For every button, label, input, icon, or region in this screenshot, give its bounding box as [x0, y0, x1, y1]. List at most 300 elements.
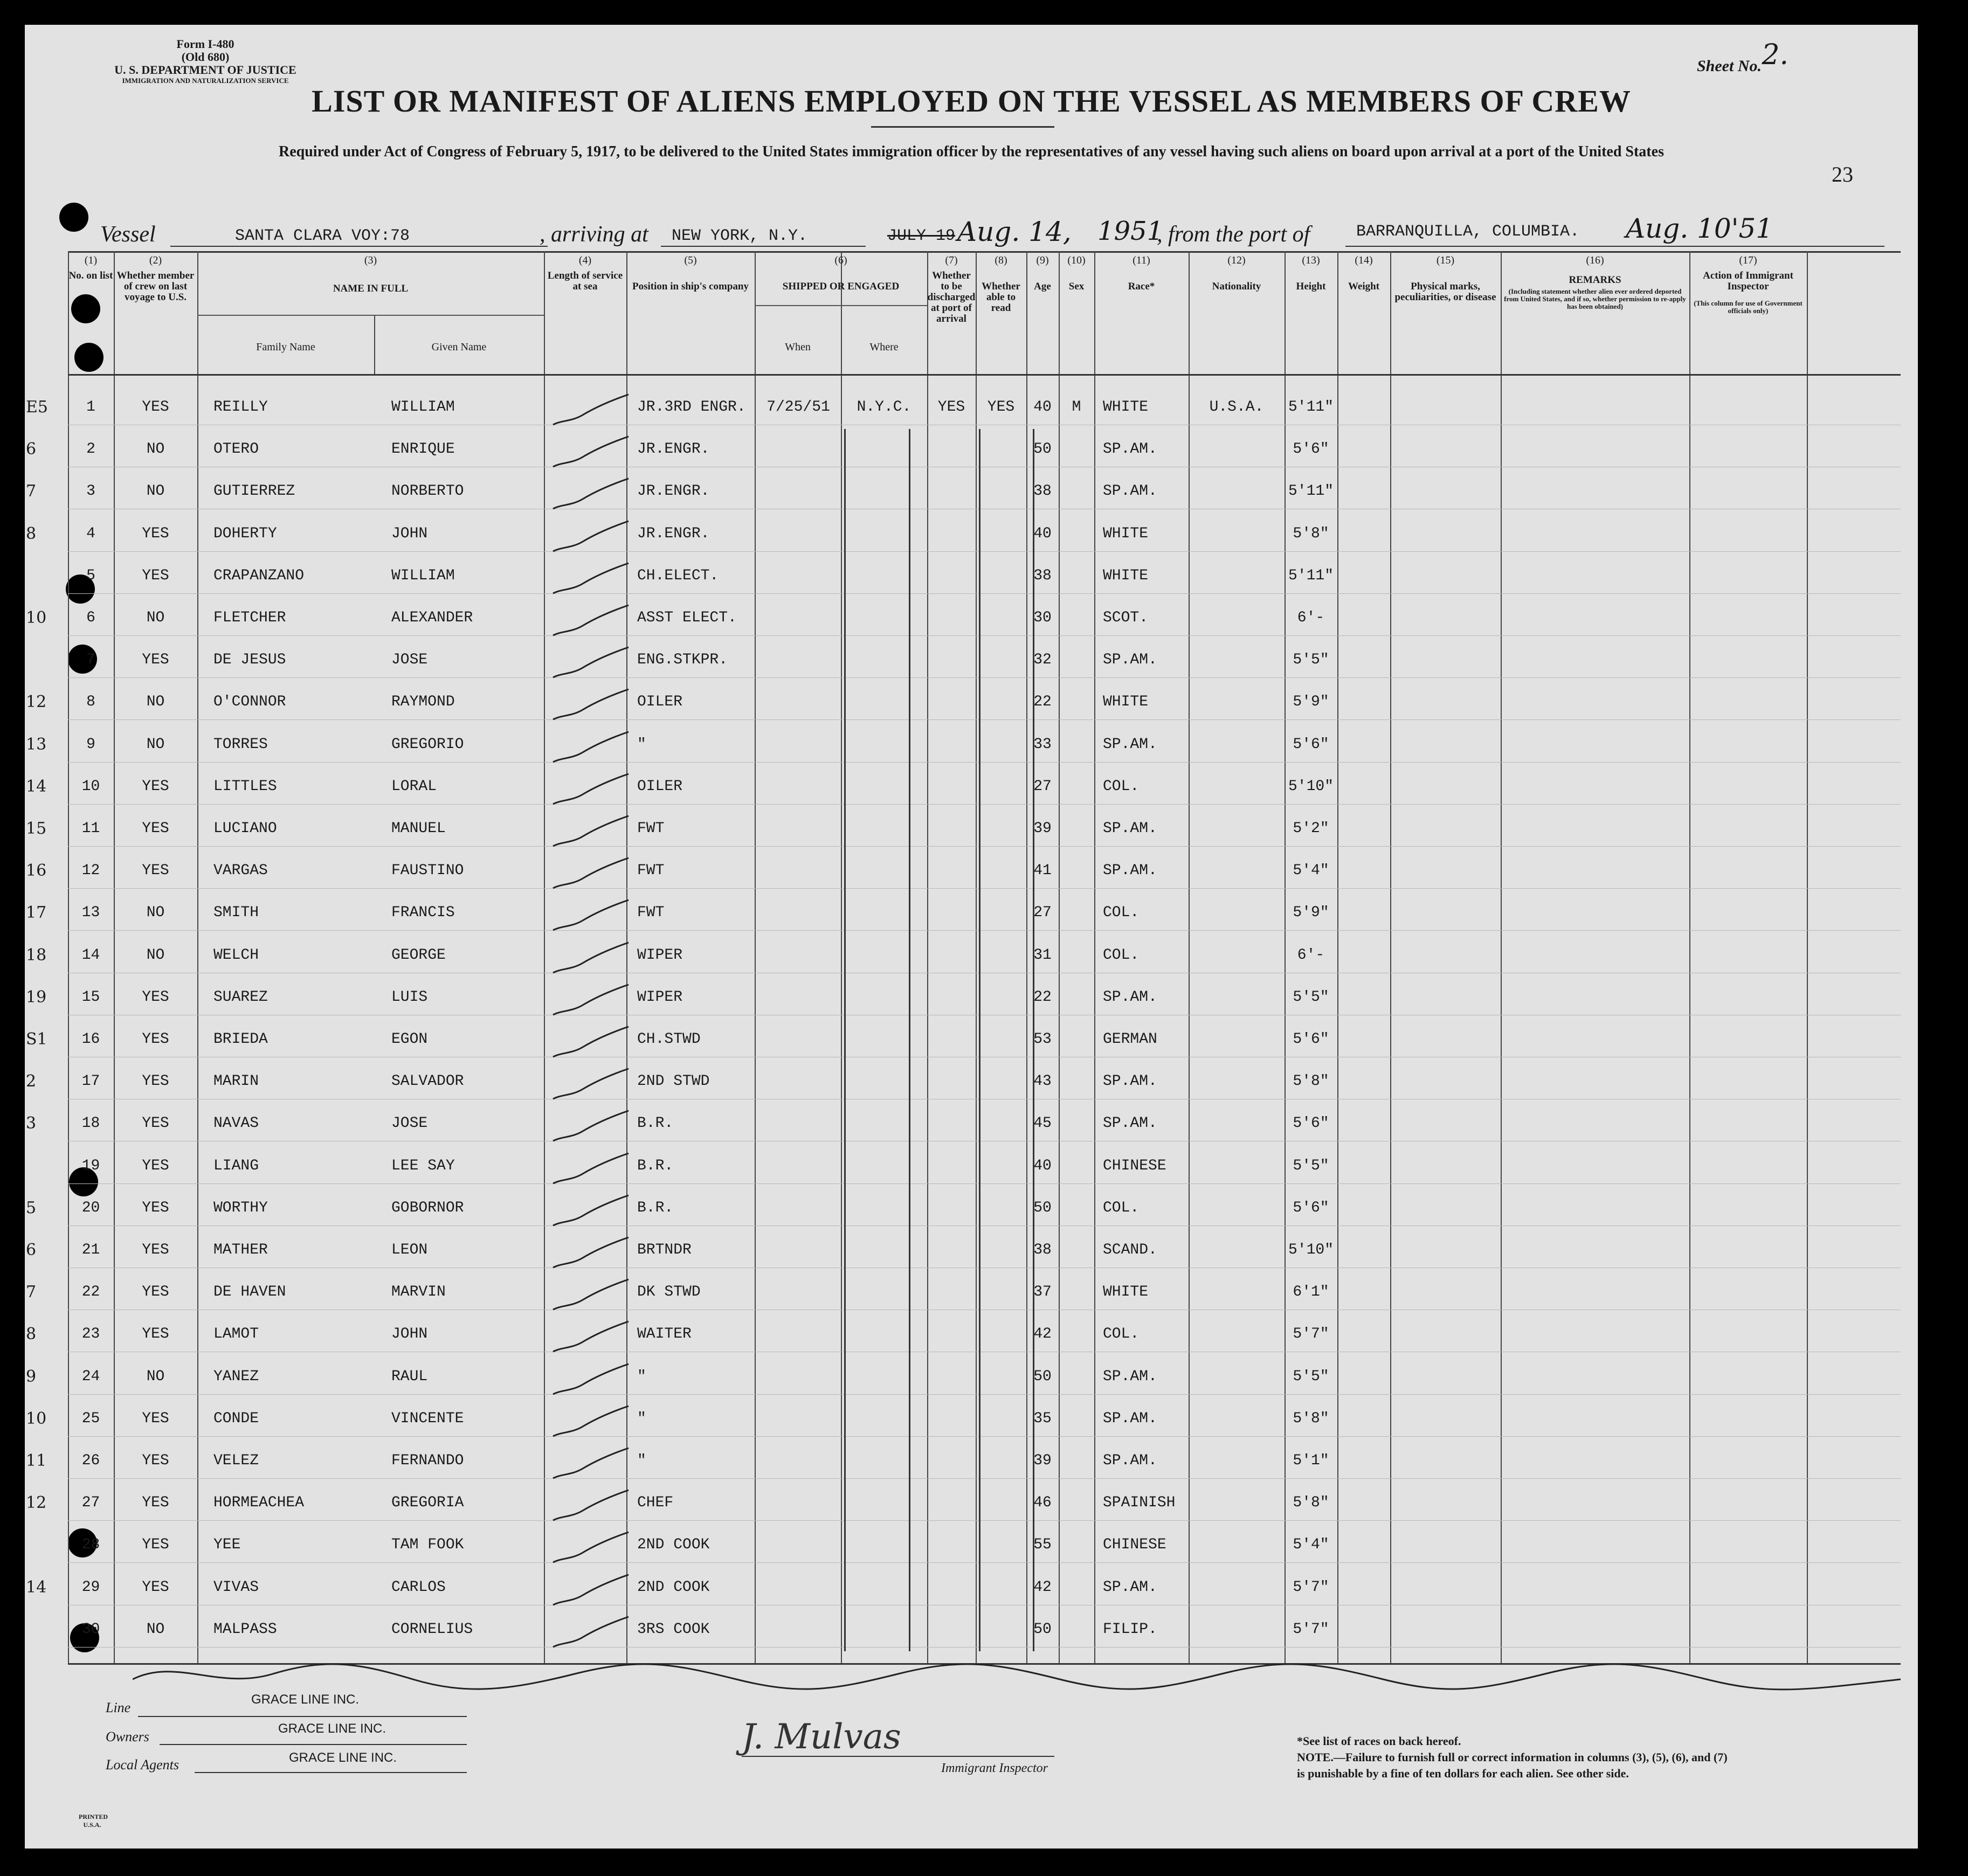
row-age: 32: [1033, 652, 1052, 669]
row-number: 15: [81, 988, 100, 1006]
row-position: 2ND STWD: [637, 1073, 710, 1090]
table-row: [68, 1361, 1901, 1403]
row-given-name: NORBERTO: [391, 483, 464, 500]
agents-value: GRACE LINE INC.: [289, 1750, 397, 1765]
penalty-note: NOTE.—Failure to furnish full or correct information in columns (3), (5), (6), and (7) is punishable by a fine of ten dollars for each alien. See other side.: [1297, 1750, 1728, 1780]
row-height: 5'7": [1293, 1579, 1329, 1596]
row-given-name: VINCENTE: [391, 1410, 464, 1427]
row-given-name: JOSE: [391, 652, 428, 669]
row-height: 5'2": [1293, 820, 1329, 837]
row-crew-last-voyage: YES: [142, 1410, 169, 1427]
row-given-name: WILLIAM: [391, 567, 455, 584]
row-crew-last-voyage: NO: [146, 441, 165, 458]
row-crew-last-voyage: YES: [142, 988, 169, 1006]
row-family-name: OTERO: [213, 441, 259, 458]
row-family-name: WORTHY: [213, 1199, 268, 1216]
row-height: 5'6": [1293, 1199, 1329, 1216]
row-height: 5'11": [1288, 567, 1334, 584]
row-age: 22: [1033, 988, 1052, 1006]
column-header-age: Age: [1034, 281, 1051, 292]
service-check-mark: [550, 1405, 631, 1443]
table-row: [68, 813, 1901, 855]
margin-line-number: 15: [26, 819, 47, 838]
column-number: (13): [1302, 254, 1320, 266]
struck-date: JULY 19: [887, 227, 956, 245]
row-family-name: GUTIERREZ: [213, 483, 295, 500]
row-position: FWT: [637, 904, 665, 922]
row-family-name: HORMEACHEA: [213, 1494, 305, 1512]
row-given-name: JOHN: [391, 525, 428, 542]
row-family-name: DE JESUS: [213, 652, 286, 669]
row-given-name: ENRIQUE: [391, 441, 455, 458]
column-header-family-name: Family Name: [256, 341, 315, 353]
row-race: SP.AM.: [1103, 736, 1157, 753]
row-race: COL.: [1103, 778, 1140, 795]
row-family-name: NAVAS: [213, 1115, 259, 1132]
row-number: 26: [81, 1452, 100, 1469]
row-age: 40: [1033, 525, 1052, 542]
row-crew-last-voyage: YES: [142, 1452, 169, 1469]
row-given-name: ALEXANDER: [391, 610, 473, 626]
row-age: 27: [1033, 778, 1052, 795]
row-position: B.R.: [637, 1199, 674, 1216]
row-height: 5'6": [1293, 736, 1329, 753]
margin-line-number: 17: [26, 903, 47, 923]
row-height: 5'9": [1293, 904, 1329, 922]
margin-line-number: 9: [26, 1367, 37, 1386]
row-crew-last-voyage: YES: [142, 1073, 169, 1090]
agents-label: Local Agents: [106, 1757, 179, 1773]
department-name: U. S. DEPARTMENT OF JUSTICE: [114, 63, 296, 77]
column-number: (17): [1739, 254, 1757, 266]
row-race: SP.AM.: [1103, 820, 1157, 837]
column-header-name: NAME IN FULL: [333, 283, 409, 294]
row-age: 42: [1033, 1579, 1052, 1596]
service-check-mark: [550, 1068, 631, 1105]
departure-port: BARRANQUILLA, COLUMBIA.: [1356, 223, 1580, 241]
row-number: 24: [81, 1368, 100, 1385]
column-header-weight: Weight: [1348, 281, 1380, 292]
row-age: 42: [1033, 1326, 1052, 1343]
row-number: 18: [81, 1115, 100, 1132]
row-number: 4: [86, 525, 95, 542]
manifest-sheet: [25, 25, 1918, 1849]
line-underline: [138, 1716, 467, 1717]
service-check-mark: [550, 520, 631, 558]
table-row: [68, 939, 1901, 981]
row-family-name: YANEZ: [213, 1368, 259, 1385]
row-number: 28: [81, 1536, 100, 1554]
table-top-rule: [68, 251, 1901, 253]
margin-line-number: 11: [26, 1451, 47, 1470]
arriving-underline: [661, 246, 866, 247]
row-position: DK STWD: [637, 1284, 701, 1301]
column-header-race: Race*: [1128, 281, 1155, 292]
row-given-name: MARVIN: [391, 1284, 446, 1301]
table-row: [68, 855, 1901, 897]
service-check-mark: [550, 646, 631, 684]
row-height: 5'7": [1293, 1621, 1329, 1638]
row-family-name: CONDE: [213, 1410, 259, 1427]
service-check-mark: [550, 857, 631, 895]
margin-line-number: 3: [26, 1114, 37, 1133]
arrival-year: 1951: [1097, 216, 1164, 246]
column-header-where: Where: [869, 341, 899, 353]
row-race: WHITE: [1103, 694, 1149, 711]
row-position: ENG.STKPR.: [637, 652, 728, 669]
row-height: 5'5": [1293, 988, 1329, 1006]
column-number: (12): [1227, 254, 1246, 266]
ditto-stroke: [909, 429, 910, 1651]
line-value: GRACE LINE INC.: [251, 1692, 360, 1707]
closing-wave-line: [133, 1658, 1911, 1701]
sheet-no-value: 2.: [1762, 39, 1789, 71]
row-race: SCOT.: [1103, 610, 1149, 626]
service-name: IMMIGRATION AND NATURALIZATION SERVICE: [122, 77, 289, 85]
row-family-name: LAMOT: [213, 1326, 259, 1343]
row-height: 5'6": [1293, 441, 1329, 458]
row-given-name: SALVADOR: [391, 1073, 464, 1090]
row-crew-last-voyage: YES: [142, 1242, 169, 1258]
row-race: COL.: [1103, 904, 1140, 922]
row-sex: M: [1072, 399, 1081, 416]
row-crew-last-voyage: NO: [146, 1621, 165, 1638]
row-crew-last-voyage: NO: [146, 694, 165, 711]
column-header-position: Position in ship's company: [632, 281, 749, 292]
margin-line-number: 8: [26, 1325, 37, 1344]
row-height: 5'4": [1293, 862, 1329, 880]
page-number: 23: [1832, 162, 1853, 186]
row-height: 5'8": [1293, 1073, 1329, 1090]
row-position: WAITER: [637, 1326, 692, 1343]
table-row: [68, 1234, 1901, 1276]
row-given-name: FRANCIS: [391, 904, 455, 922]
row-family-name: DOHERTY: [213, 525, 277, 542]
service-check-mark: [550, 984, 631, 1021]
row-age: 33: [1033, 736, 1052, 753]
row-crew-last-voyage: YES: [142, 525, 169, 542]
row-height: 5'6": [1293, 1031, 1329, 1048]
document-title: LIST OR MANIFEST OF ALIENS EMPLOYED ON THE VESSEL AS MEMBERS OF CREW: [312, 84, 1631, 119]
service-check-mark: [550, 1574, 631, 1611]
row-number: 5: [86, 567, 95, 584]
row-number: 27: [81, 1494, 100, 1512]
row-family-name: SUAREZ: [213, 988, 268, 1006]
row-age: 38: [1033, 483, 1052, 500]
margin-line-number: 13: [26, 735, 47, 754]
owners-value: GRACE LINE INC.: [278, 1721, 386, 1736]
service-check-mark: [550, 942, 631, 979]
arriving-port: NEW YORK, N.Y.: [672, 227, 808, 245]
row-position: WIPER: [637, 988, 683, 1006]
column-header-physical-marks: Physical marks, peculiarities, or disease: [1394, 281, 1496, 303]
row-number: 14: [81, 946, 100, 964]
margin-line-number: 12: [26, 1493, 47, 1513]
row-position: ASST ELECT.: [637, 610, 737, 626]
row-age: 55: [1033, 1536, 1052, 1554]
arrival-date: Aug. 14,: [957, 216, 1072, 247]
row-number: 23: [81, 1326, 100, 1343]
row-race: WHITE: [1103, 525, 1149, 542]
row-age: 30: [1033, 610, 1052, 626]
row-age: 31: [1033, 946, 1052, 964]
row-given-name: MANUEL: [391, 820, 446, 837]
row-height: 5'8": [1293, 525, 1329, 542]
row-crew-last-voyage: NO: [146, 610, 165, 626]
row-race: CHINESE: [1103, 1157, 1166, 1174]
row-race: WHITE: [1103, 567, 1149, 584]
row-given-name: JOSE: [391, 1115, 428, 1132]
table-row: [68, 602, 1901, 644]
row-height: 5'6": [1293, 1115, 1329, 1132]
document-subtitle: Required under Act of Congress of February 5, 1917, to be delivered to the United States immigration officer by the representatives of any vessel having such aliens on board upon arrival at a port of the United States: [279, 143, 1664, 160]
table-row: [68, 391, 1901, 433]
row-position: CH.STWD: [637, 1031, 701, 1048]
row-family-name: O'CONNOR: [213, 694, 286, 711]
row-number: 2: [86, 441, 95, 458]
row-family-name: TORRES: [213, 736, 268, 753]
row-discharge: YES: [937, 399, 965, 416]
margin-line-number: 7: [26, 482, 37, 501]
row-given-name: GEORGE: [391, 946, 446, 964]
margin-line-number: 12: [26, 693, 47, 712]
column-header-shipped: SHIPPED OR ENGAGED: [782, 281, 900, 292]
vessel-name: SANTA CLARA VOY:78: [235, 227, 410, 245]
row-crew-last-voyage: YES: [142, 1115, 169, 1132]
service-check-mark: [550, 1236, 631, 1274]
table-row: [68, 729, 1901, 771]
margin-line-number: 10: [26, 1409, 47, 1428]
row-given-name: WILLIAM: [391, 399, 455, 416]
printed-mark: PRINTED U.S.A.: [79, 1813, 108, 1829]
row-given-name: GOBORNOR: [391, 1199, 464, 1216]
row-number: 21: [81, 1242, 100, 1258]
row-crew-last-voyage: YES: [142, 1157, 169, 1174]
table-row: [68, 518, 1901, 560]
row-family-name: MARIN: [213, 1073, 259, 1090]
row-position: CH.ELECT.: [637, 567, 719, 584]
row-given-name: RAYMOND: [391, 694, 455, 711]
margin-line-number: 7: [26, 1283, 37, 1302]
table-row: [68, 686, 1901, 728]
service-check-mark: [550, 773, 631, 811]
table-row: [68, 1192, 1901, 1234]
row-crew-last-voyage: YES: [142, 862, 169, 880]
column-number: (9): [1036, 254, 1049, 266]
margin-line-number: 2: [26, 1072, 37, 1091]
row-given-name: GREGORIA: [391, 1494, 464, 1512]
row-number: 29: [81, 1579, 100, 1596]
margin-line-number: 6: [26, 440, 37, 459]
row-crew-last-voyage: YES: [142, 1326, 169, 1343]
row-family-name: LIANG: [213, 1157, 259, 1174]
row-number: 17: [81, 1073, 100, 1090]
row-family-name: REILLY: [213, 399, 268, 416]
row-family-name: YEE: [213, 1536, 241, 1554]
row-race: SP.AM.: [1103, 862, 1157, 880]
row-age: 35: [1033, 1410, 1052, 1427]
row-number: 9: [86, 736, 95, 753]
row-number: 19: [81, 1157, 100, 1174]
row-given-name: JOHN: [391, 1326, 428, 1343]
row-able-read: YES: [987, 399, 1015, 416]
row-race: GERMAN: [1103, 1031, 1157, 1048]
row-race: CHINESE: [1103, 1536, 1166, 1554]
crew-table: [26, 251, 1901, 1663]
service-check-mark: [550, 1026, 631, 1063]
margin-line-number: 10: [26, 608, 47, 627]
row-race: SP.AM.: [1103, 988, 1157, 1006]
row-age: 41: [1033, 862, 1052, 880]
service-check-mark: [550, 1152, 631, 1190]
service-check-mark: [550, 899, 631, 937]
row-age: 43: [1033, 1073, 1052, 1090]
row-position: FWT: [637, 862, 665, 880]
column-header-height: Height: [1296, 281, 1326, 292]
vessel-label: Vessel: [100, 222, 156, 247]
row-crew-last-voyage: YES: [142, 1031, 169, 1048]
row-age: 39: [1033, 820, 1052, 837]
row-crew-last-voyage: NO: [146, 1368, 165, 1385]
service-check-mark: [550, 1320, 631, 1358]
row-family-name: MATHER: [213, 1242, 268, 1258]
service-check-mark: [550, 1447, 631, 1485]
row-given-name: LORAL: [391, 778, 437, 795]
service-check-mark: [550, 688, 631, 726]
row-position: JR.3RD ENGR.: [637, 399, 746, 416]
row-given-name: FERNANDO: [391, 1452, 464, 1469]
row-crew-last-voyage: NO: [146, 946, 165, 964]
row-given-name: LUIS: [391, 988, 428, 1006]
row-height: 6'1": [1293, 1284, 1329, 1301]
row-age: 50: [1033, 1199, 1052, 1216]
ditto-stroke: [1033, 429, 1034, 1651]
row-height: 5'5": [1293, 1157, 1329, 1174]
row-race: SP.AM.: [1103, 1410, 1157, 1427]
form-old-number: (Old 680): [181, 50, 230, 64]
table-row: [68, 1529, 1901, 1571]
row-given-name: CARLOS: [391, 1579, 446, 1596]
row-position: JR.ENGR.: [637, 441, 710, 458]
column-header-action: Action of Immigrant Inspector: [1703, 270, 1793, 292]
from-port-label: , from the port of: [1157, 222, 1310, 247]
service-check-mark: [550, 477, 631, 515]
table-row: [68, 1318, 1901, 1360]
row-height: 5'8": [1293, 1494, 1329, 1512]
row-family-name: BRIEDA: [213, 1031, 268, 1048]
table-row: [68, 1487, 1901, 1529]
row-position: ": [637, 1368, 646, 1385]
row-crew-last-voyage: YES: [142, 820, 169, 837]
row-age: 50: [1033, 441, 1052, 458]
row-given-name: TAM FOOK: [391, 1536, 464, 1554]
column-header-no: No. on list: [68, 270, 113, 281]
row-height: 6'-: [1297, 946, 1325, 964]
row-crew-last-voyage: YES: [142, 1579, 169, 1596]
row-number: 10: [81, 778, 100, 795]
footer-note: [1297, 1733, 1728, 1782]
races-note: *See list of races on back hereof.: [1297, 1734, 1461, 1748]
row-age: 50: [1033, 1621, 1052, 1638]
row-position: CHEF: [637, 1494, 674, 1512]
table-row: [68, 433, 1901, 475]
table-row: [68, 475, 1901, 517]
row-crew-last-voyage: YES: [142, 652, 169, 669]
row-position: 3RS COOK: [637, 1621, 710, 1638]
row-race: SP.AM.: [1103, 1452, 1157, 1469]
column-number: (8): [995, 254, 1007, 266]
row-age: 38: [1033, 567, 1052, 584]
row-age: 40: [1033, 1157, 1052, 1174]
table-row: [68, 1065, 1901, 1107]
row-number: 20: [81, 1199, 100, 1216]
row-race: SP.AM.: [1103, 652, 1157, 669]
margin-line-number: 19: [26, 987, 47, 1007]
margin-line-number: 14: [26, 777, 47, 796]
column-header-when: When: [785, 341, 811, 353]
table-row: [68, 644, 1901, 686]
row-height: 5'10": [1288, 778, 1334, 795]
service-check-mark: [550, 1531, 631, 1569]
row-height: 5'11": [1288, 483, 1334, 500]
row-crew-last-voyage: YES: [142, 1199, 169, 1216]
row-number: 3: [86, 483, 95, 500]
service-check-mark: [550, 1616, 631, 1653]
service-check-mark: [550, 393, 631, 431]
row-position: B.R.: [637, 1157, 674, 1174]
table-row: [68, 771, 1901, 813]
service-check-mark: [550, 731, 631, 769]
column-number: (14): [1355, 254, 1373, 266]
port-underline: [1345, 246, 1884, 247]
row-height: 5'11": [1288, 399, 1334, 416]
row-race: SP.AM.: [1103, 1115, 1157, 1132]
column-header-remarks: REMARKS: [1569, 274, 1621, 286]
row-position: JR.ENGR.: [637, 483, 710, 500]
row-crew-last-voyage: YES: [142, 1284, 169, 1301]
row-age: 45: [1033, 1115, 1052, 1132]
inspector-signature: J. Mulvas: [742, 1717, 901, 1757]
column-header-given-name: Given Name: [431, 341, 487, 353]
row-family-name: FLETCHER: [213, 610, 286, 626]
vessel-underline: [170, 246, 548, 247]
row-family-name: LUCIANO: [213, 820, 277, 837]
name-subheader-rule: [197, 315, 544, 316]
service-check-mark: [550, 562, 631, 600]
row-age: 46: [1033, 1494, 1052, 1512]
row-family-name: VARGAS: [213, 862, 268, 880]
row-family-name: CRAPANZANO: [213, 567, 305, 584]
row-crew-last-voyage: YES: [142, 1536, 169, 1554]
agents-underline: [195, 1772, 467, 1773]
service-check-mark: [550, 435, 631, 473]
table-row: [68, 560, 1901, 602]
header-bottom-rule: [68, 374, 1901, 376]
table-row: [68, 1107, 1901, 1150]
vessel-line: [25, 213, 1918, 248]
owners-label: Owners: [106, 1729, 149, 1745]
row-age: 37: [1033, 1284, 1052, 1301]
row-height: 5'5": [1293, 1368, 1329, 1385]
row-given-name: LEON: [391, 1242, 428, 1258]
row-crew-last-voyage: YES: [142, 778, 169, 795]
row-number: 12: [81, 862, 100, 880]
row-age: 53: [1033, 1031, 1052, 1048]
row-height: 5'9": [1293, 694, 1329, 711]
row-race: WHITE: [1103, 1284, 1149, 1301]
row-number: 6: [86, 610, 95, 626]
table-row: [68, 1403, 1901, 1445]
